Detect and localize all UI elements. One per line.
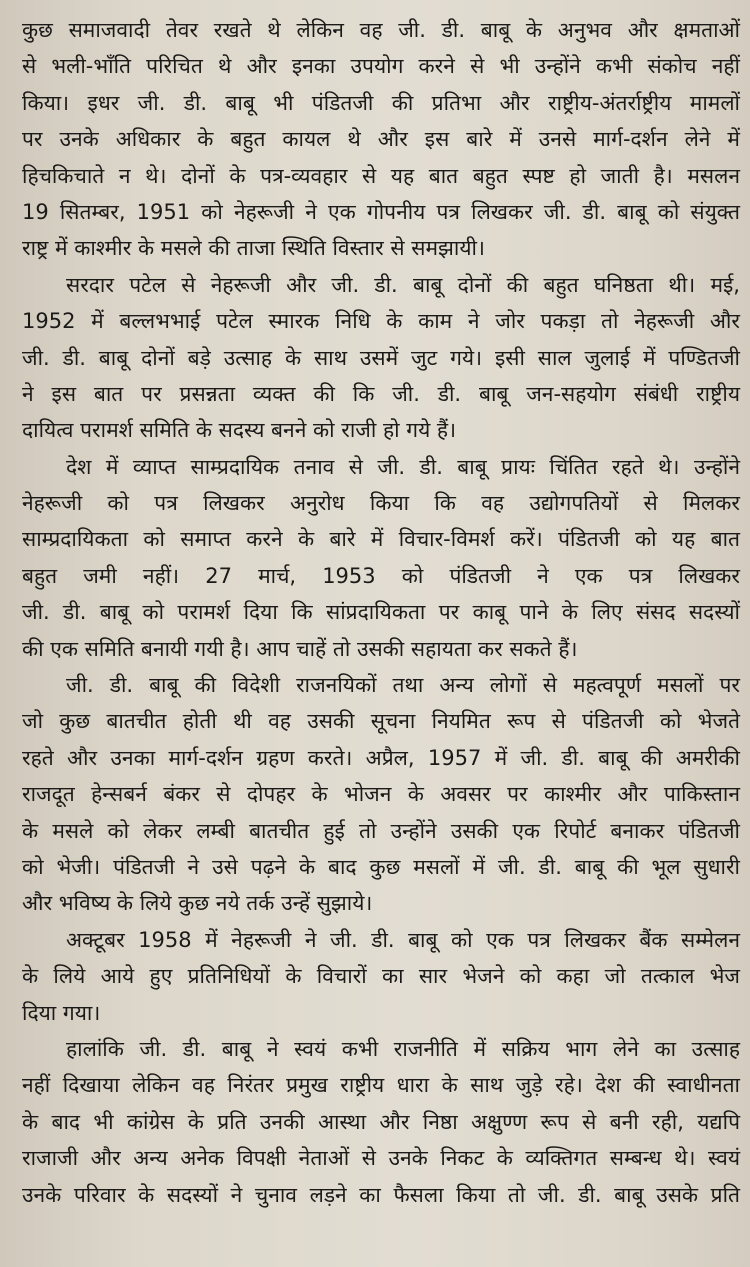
text-line: को भेजी। पंडितजी ने उसे पढ़ने के बाद कुछ मसलों में जी. डी. बाबू की भूल सुधारी <box>22 854 740 879</box>
text-line: जो कुछ बातचीत होती थी वह उसकी सूचना नियमित रूप से पंडितजी को भेजते <box>22 709 740 734</box>
text-line: के मसले को लेकर लम्बी बातचीत हुई तो उन्होंने उसकी एक रिपोर्ट बनाकर पंडितजी <box>22 818 740 843</box>
text-line: जी. डी. बाबू की विदेशी राजनयिकों तथा अन्य लोगों से महत्वपूर्ण मसलों पर <box>66 673 740 698</box>
text-line: उनके परिवार के सदस्यों ने चुनाव लड़ने का फैसला किया तो जी. डी. बाबू उसके प्रति <box>22 1182 740 1207</box>
text-line: हिचकिचाते न थे। दोनों के पत्र-व्यवहार से यह बात बहुत स्पष्ट हो जाती है। मसलन <box>22 163 740 188</box>
text-line: अक्टूबर 1958 में नेहरूजी ने जी. डी. बाबू को एक पत्र लिखकर बैंक सम्मेलन <box>66 927 740 952</box>
text-line: नहीं दिखाया लेकिन वह निरंतर प्रमुख राष्ट्रीय धारा के साथ जुड़े रहे। देश की स्वाधीनता <box>22 1073 740 1098</box>
paragraph-2 <box>22 267 740 449</box>
paragraph-4 <box>22 667 740 922</box>
paragraph-3 <box>22 449 740 667</box>
text-line: राजाजी और अन्य अनेक विपक्षी नेताओं से उनके निकट के व्यक्तिगत सम्बन्ध थे। स्वयं <box>22 1146 740 1171</box>
text-line: और भविष्य के लिये कुछ नये तर्क उन्हें सुझाये। <box>22 891 373 916</box>
text-line: राष्ट्र में काश्मीर के मसले की ताजा स्थिति विस्तार से समझायी। <box>22 236 485 261</box>
body-text <box>22 12 740 1213</box>
paragraph-1 <box>22 12 740 267</box>
text-line: की एक समिति बनायी गयी है। आप चाहें तो उसकी सहायता कर सकते हैं। <box>22 636 578 661</box>
text-line: दिया गया। <box>22 1000 101 1025</box>
text-line: हालांकि जी. डी. बाबू ने स्वयं कभी राजनीति में सक्रिय भाग लेने का उत्साह <box>66 1036 740 1061</box>
paragraph-6 <box>22 1031 740 1213</box>
text-line: से भली-भाँति परिचित थे और इनका उपयोग करने से भी उन्होंने कभी संकोच नहीं <box>22 54 740 79</box>
paragraph-5 <box>22 922 740 1031</box>
text-line: 1952 में बल्लभभाई पटेल स्मारक निधि के काम ने जोर पकड़ा तो नेहरूजी और <box>22 309 740 334</box>
text-line: देश में व्याप्त साम्प्रदायिक तनाव से जी. डी. बाबू प्रायः चिंतित रहते थे। उन्होंने <box>66 454 740 479</box>
text-line: पर उनके अधिकार के बहुत कायल थे और इस बारे में उनसे मार्ग-दर्शन लेने में <box>22 127 740 152</box>
text-line: बहुत जमी नहीं। 27 मार्च, 1953 को पंडितजी ने एक पत्र लिखकर <box>22 563 740 588</box>
text-line: राजदूत हेन्सबर्न बंकर से दोपहर के भोजन के अवसर पर काश्मीर और पाकिस्तान <box>22 782 740 807</box>
text-line: किया। इधर जी. डी. बाबू भी पंडितजी की प्रतिभा और राष्ट्रीय-अंतर्राष्ट्रीय मामलों <box>22 90 740 115</box>
text-line: नेहरूजी को पत्र लिखकर अनुरोध किया कि वह उद्योगपतियों से मिलकर <box>22 491 740 516</box>
text-line: के लिये आये हुए प्रतिनिधियों के विचारों का सार भेजने को कहा जो तत्काल भेज <box>22 964 740 989</box>
text-line: रहते और उनका मार्ग-दर्शन ग्रहण करते। अप्रैल, 1957 में जी. डी. बाबू की अमरीकी <box>22 745 740 770</box>
text-line: ने इस बात पर प्रसन्नता व्यक्त की कि जी. डी. बाबू जन-सहयोग संबंधी राष्ट्रीय <box>22 381 740 406</box>
text-line: कुछ समाजवादी तेवर रखते थे लेकिन वह जी. डी. बाबू के अनुभव और क्षमताओं <box>22 18 740 42</box>
text-line: दायित्व परामर्श समिति के सदस्य बनने को राजी हो गये हैं। <box>22 418 457 443</box>
text-line: के बाद भी कांग्रेस के प्रति उनकी आस्था और निष्ठा अक्षुण्ण रूप से बनी रही, यद्यपि <box>22 1109 740 1134</box>
text-line: सरदार पटेल से नेहरूजी और जी. डी. बाबू दोनों की बहुत घनिष्ठता थी। मई, <box>66 272 740 297</box>
text-line: 19 सितम्बर, 1951 को नेहरूजी ने एक गोपनीय पत्र लिखकर जी. डी. बाबू को संयुक्त <box>22 199 740 224</box>
text-line: जी. डी. बाबू को परामर्श दिया कि सांप्रदायिकता पर काबू पाने के लिए संसद सदस्यों <box>22 600 740 625</box>
text-line: जी. डी. बाबू दोनों बड़े उत्साह के साथ उसमें जुट गये। इसी साल जुलाई में पण्डितजी <box>22 345 740 370</box>
text-line: साम्प्रदायिकता को समाप्त करने के बारे में विचार-विमर्श करें। पंडितजी को यह बात <box>22 527 740 552</box>
